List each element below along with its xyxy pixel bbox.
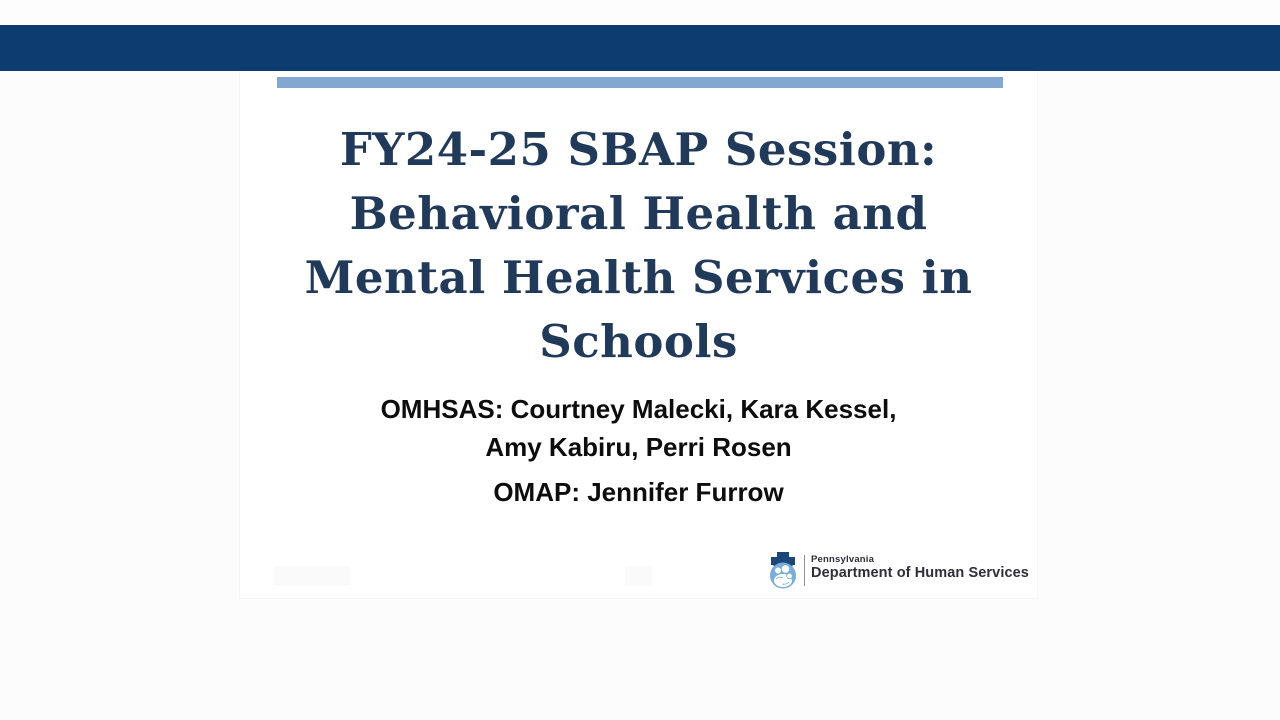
title-line-2: Behavioral Health and bbox=[349, 187, 928, 240]
top-margin-strip bbox=[0, 0, 1280, 25]
title-line-3: Mental Health Services in bbox=[304, 251, 973, 304]
logo-department-name: Department of Human Services bbox=[811, 565, 1029, 581]
presenters-omap-line: OMAP: Jennifer Furrow bbox=[493, 477, 784, 507]
presenters-omhsas-line-1: OMHSAS: Courtney Malecki, Kara Kessel, bbox=[380, 394, 897, 424]
presenters-text bbox=[240, 390, 1037, 511]
slide-accent-bar bbox=[277, 77, 1003, 88]
slide-title bbox=[240, 118, 1037, 374]
title-line-4: Schools bbox=[539, 315, 738, 368]
pa-dhs-logo bbox=[768, 551, 1029, 591]
logo-state-name: Pennsylvania bbox=[811, 554, 875, 565]
logo-text-block bbox=[811, 551, 1029, 582]
navy-banner-band bbox=[0, 25, 1280, 71]
faint-artifact-box-right bbox=[625, 566, 652, 585]
title-line-1: FY24-25 SBAP Session: bbox=[339, 123, 938, 176]
logo-divider-line bbox=[804, 555, 805, 586]
presenters-omhsas-line-2: Amy Kabiru, Perri Rosen bbox=[485, 432, 792, 462]
slide-canvas bbox=[240, 71, 1037, 598]
keystone-icon bbox=[768, 551, 798, 591]
faint-artifact-box-left bbox=[274, 566, 350, 585]
